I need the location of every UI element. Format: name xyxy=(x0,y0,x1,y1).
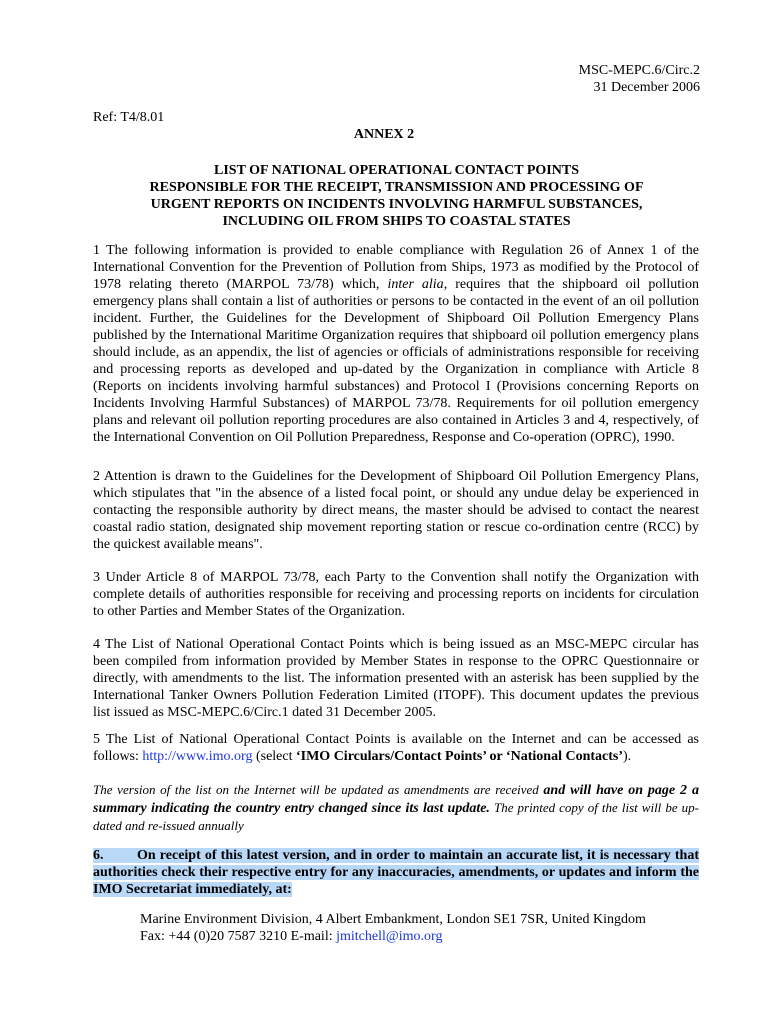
contact-address xyxy=(140,911,646,945)
title-line: LIST OF NATIONAL OPERATIONAL CONTACT POINTS xyxy=(214,163,579,178)
document-date: 31 December 2006 xyxy=(593,80,700,95)
italic-text: inter alia xyxy=(387,277,444,292)
internet-version-note xyxy=(93,781,699,834)
fax-email-line xyxy=(140,928,646,945)
fax-text: Fax: +44 (0)20 7587 3210 E-mail: xyxy=(140,929,337,944)
title-line: INCLUDING OIL FROM SHIPS TO COASTAL STATES xyxy=(222,214,571,229)
document-reference: MSC-MEPC.6/Circ.2 xyxy=(578,63,700,78)
note-text: The version of the list on the Internet will be updated as amendments are received xyxy=(93,782,544,797)
imo-website-link[interactable]: http://www.imo.org xyxy=(142,749,253,764)
bold-text: ‘IMO Circulars/Contact Points’ or ‘National Contacts’ xyxy=(295,749,624,764)
paragraph-1 xyxy=(93,242,699,446)
paragraph-3: 3 Under Article 8 of MARPOL 73/78, each Party to the Convention shall notify the Organization with complete details of authorities responsible for receiving and processing reports on incidents for circulation to other Parties and Member States of the Organization. xyxy=(93,570,699,619)
paragraph-5 xyxy=(93,731,699,765)
paragraph-text: 5 The List of National Operational Contact Points is available on the Internet and can be accessed as follows: xyxy=(93,732,699,764)
title-line: RESPONSIBLE FOR THE RECEIPT, TRANSMISSION AND PROCESSING OF xyxy=(149,180,644,195)
paragraph-number: 6. xyxy=(93,848,104,863)
title-line: URGENT REPORTS ON INCIDENTS INVOLVING HARMFUL SUBSTANCES, xyxy=(150,197,643,212)
highlighted-text: On receipt of this latest version, and in order to maintain an accurate list, it is necessary that authorities check their respective entry for any inaccuracies, amendments, or updates and inform the IMO Secretariat immediately, at: xyxy=(93,848,699,897)
document-header xyxy=(579,62,700,96)
paragraph-text: (select xyxy=(252,749,296,764)
document-title xyxy=(93,162,700,230)
address-line: Marine Environment Division, 4 Albert Embankment, London SE1 7SR, United Kingdom xyxy=(140,912,646,927)
paragraph-text: ). xyxy=(623,749,632,764)
paragraph-text: 1 The following information is provided to enable compliance with Regulation 26 of Annex 1 of the International Convention for the Prevention of Pollution from Ships, 1973 as modified by the Protocol of 1978 relating thereto (MARPOL 73/78) which, xyxy=(93,243,699,292)
paragraph-6-highlighted xyxy=(93,847,699,898)
paragraph-4: 4 The List of National Operational Contact Points which is being issued as an MSC-MEPC circular has been compiled from information provided by Member States in response to the OPRC Questionnaire or directly, with amendments to the list. The information presented with an asterisk has been supplied by the International Tanker Owners Pollution Federation Limited (ITOPF). This document updates the previous list issued as MSC-MEPC.6/Circ.1 dated 31 December 2005. xyxy=(93,637,699,720)
note-text: The printed copy of the list will be up-dated and re-issued annually xyxy=(93,800,700,833)
file-reference: Ref: T4/8.01 xyxy=(93,110,165,125)
email-link[interactable]: jmitchell@imo.org xyxy=(336,929,443,944)
annex-heading: ANNEX 2 xyxy=(353,127,415,142)
paragraph-text: , requires that the shipboard oil pollution emergency plans shall contain a list of authorities or persons to be contacted in the event of an oil pollution incident. Further, the Guidelines for the Development of Shipboard Oil Pollution Emergency Plans published by the International Maritime Organization requires that shipboard oil pollution emergency plans should include, as an appendix, the list of agencies or officials of administrations responsible for receiving and processing reports as developed and up-dated by the Organization in compliance with Article 8 (Reports on incidents involving harmful substances) and Protocol I (Provisions concerning Reports on Incidents Involving Harmful Substances) of MARPOL 73/78. Requirements for oil pollution emergency plans and relevant oil pollution reporting procedures are also contained in Articles 3 and 4, respectively, of the International Convention on Oil Pollution Preparedness, Response and Co-operation (OPRC), 1990. xyxy=(93,277,699,445)
paragraph-2: 2 Attention is drawn to the Guidelines for the Development of Shipboard Oil Pollution Emergency Plans, which stipulates that "in the absence of a listed focal point, or should any undue delay be experienced in contacting the responsible authority by direct means, the master should be advised to contact the nearest coastal radio station, designated ship movement reporting station or rescue co-ordination centre (RCC) by the quickest available means". xyxy=(93,469,699,552)
note-bold-text: and will have on page 2 a summary indicating the country entry changed since its last update. xyxy=(93,783,699,816)
